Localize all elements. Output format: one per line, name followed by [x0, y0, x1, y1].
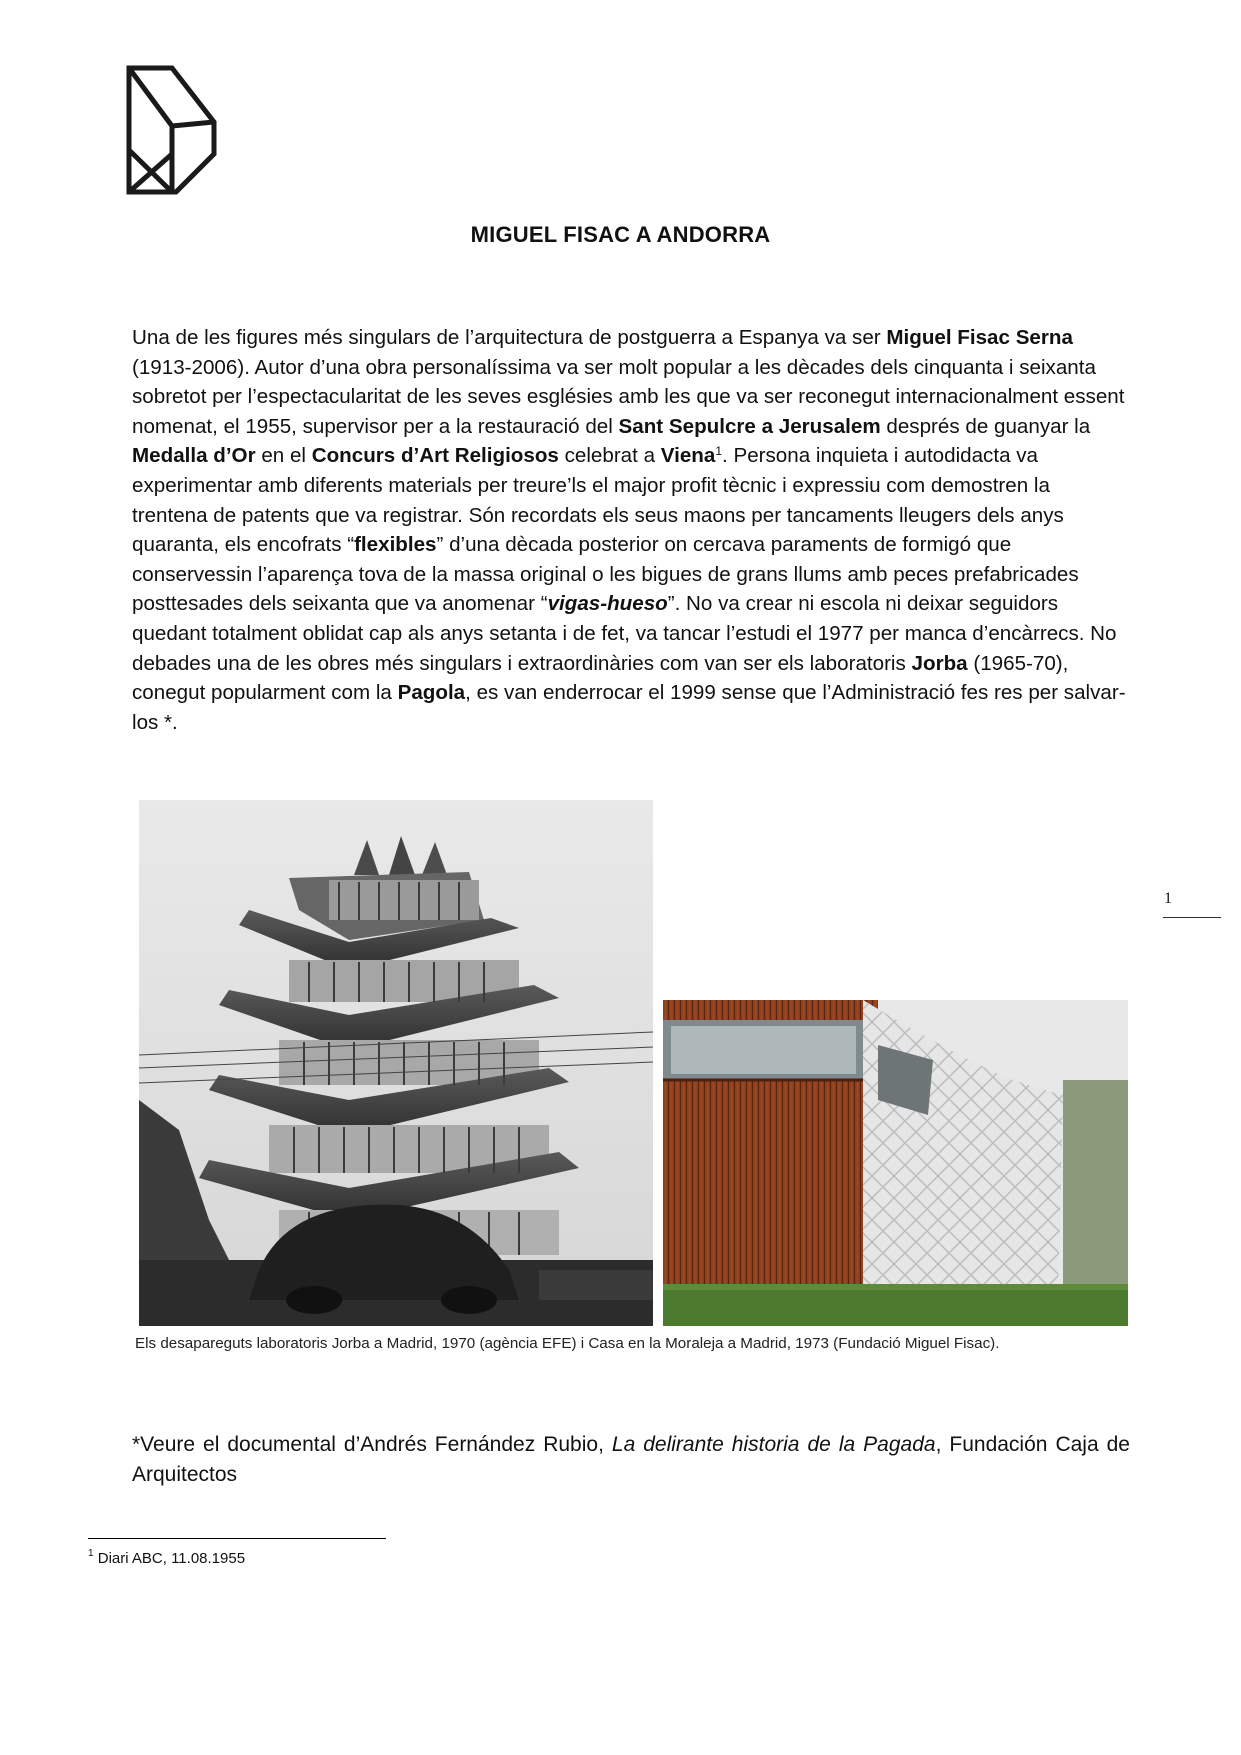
footnote-separator — [88, 1538, 386, 1539]
moraleja-house-photo — [663, 1000, 1128, 1326]
footnote-number: 1 — [88, 1548, 94, 1559]
page-number-rule — [1163, 917, 1221, 918]
page-number: 1 — [1164, 890, 1172, 907]
footnote — [88, 1548, 245, 1567]
body-paragraph: Una de les figures més singulars de l’arquitectura de postguerra a Espanya va ser Miguel Fisac Serna (1913-2006). Autor d’una obra personalíssima va ser molt popular a les dècades dels cinquanta i seixanta sobretot per l’espectacularitat de les seves esglésies amb les que va ser reconegut internacionalment essent nomenat, el 1955, supervisor per a la restauració del Sant Sepulcre a Jerusalem després de guanyar la Medalla d’Or en el Concurs d’Art Religiosos celebrat a Viena$^1$. Persona inquieta i autodidacta va experimentar amb diferents materials per treure’ls el major profit tècnic i expressiu com demostren la trentena de patents que va registrar. Són recordats els seus maons per tancaments lleugers dels anys quaranta, els encofrats “flexibles” d’una dècada posterior on cercava paraments de formigó que conservessin l’aparença tova de la massa original o les bigues de grans llums amb peces prefabricades posttesades dels seixanta que va anomenar “vigas-hueso”. No va crear ni escola ni deixar seguidors quedant totalment oblidat cap als anys setanta i de fet, va tancar l’estudi el 1977 per manca d’encàrrecs. No debades una de les obres més singulars i extraordinàries com van ser els laboratoris Jorba (1965-70), conegut popularment com la Pagola, es van enderrocar el 1999 sense que l’Administració fes res per salvar-los *. — [132, 326, 1126, 734]
documentary-note: *Veure el documental d’Andrés Fernández Rubio, La delirante historia de la Pagada, Fundación Caja de Arquitectos — [132, 1433, 1130, 1486]
logo-icon — [124, 64, 220, 196]
document-title: MIGUEL FISAC A ANDORRA — [470, 222, 771, 247]
footnote-ref: 1 — [715, 444, 723, 459]
jorba-laboratories-photo — [139, 800, 653, 1326]
footnote-text: Diari ABC, 11.08.1955 — [93, 1550, 246, 1567]
photo-caption: Els desapareguts laboratoris Jorba a Madrid, 1970 (agència EFE) i Casa en la Moraleja a Madrid, 1973 (Fundació Miguel Fisac). — [135, 1335, 1000, 1352]
